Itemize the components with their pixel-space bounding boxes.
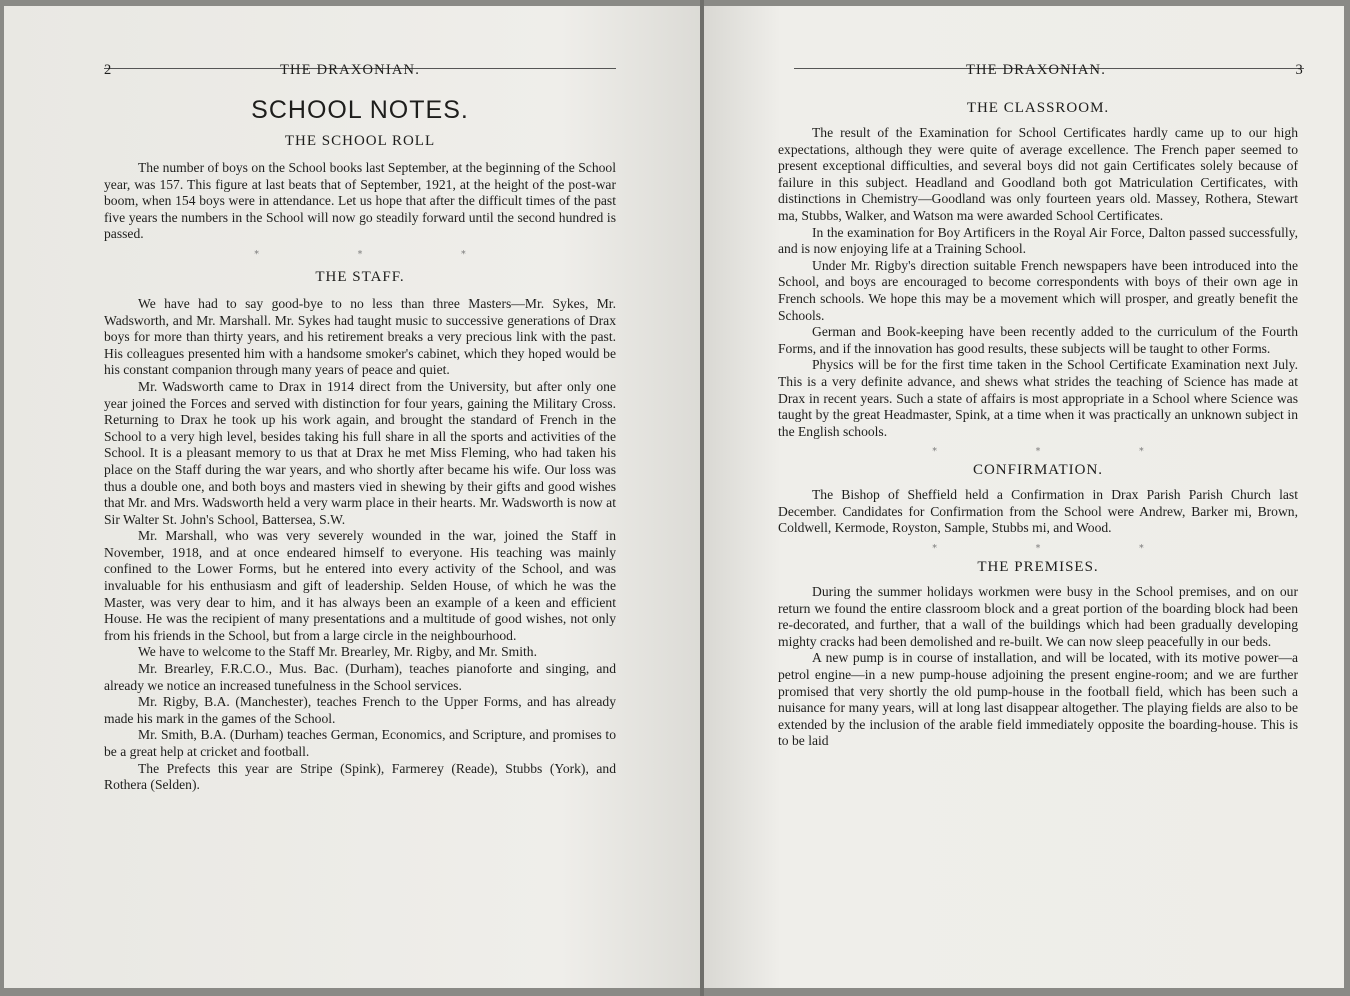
section-title-classroom: THE CLASSROOM.	[966, 100, 1110, 116]
section-separator: * * *	[932, 544, 1192, 555]
paragraph: Mr. Brearley, F.R.C.O., Mus. Bac. (Durham), teaches pianoforte and singing, and already we notice an increased tunefulness in the School services.	[104, 661, 616, 693]
paragraph: German and Book-keeping have been recently added to the curriculum of the Fourth Forms, and if the innovation has good results, these subjects will be taught to other Forms.	[778, 324, 1298, 356]
paragraph: We have to welcome to the Staff Mr. Brearley, Mr. Rigby, and Mr. Smith.	[138, 644, 537, 660]
section-separator: * * *	[932, 447, 1192, 458]
paragraph: The Bishop of Sheffield held a Confirmation in Drax Parish Parish Church last December. Candidates for Confirmation from the School were Andrew, Barker mi, Brown, Coldwell, Kermode, Royston, Sample, Stubbs mi, and Wood.	[778, 487, 1298, 536]
paragraph: We have had to say good-bye to no less than three Masters—Mr. Sykes, Mr. Wadsworth, and Mr. Marshall. Mr. Sykes had taught music to successive generations of Drax boys for more than thirty years, and his retirement breaks a very precious link with the past. His colleagues presented him with a handsome smoker's cabinet, which they hoped would be his constant companion through many years of peace and quiet.	[104, 295, 616, 378]
paragraph: During the summer holidays workmen were busy in the School premises, and on our return we found the entire classroom block and a great portion of the boarding block had been re-decorated, and further, that a wall of the buildings which had been gradually developing mighty cracks had been demolished and re-built. We can now sleep peacefully in our beds.	[778, 584, 1298, 649]
section-title-school-roll: THE SCHOOL ROLL	[284, 133, 436, 149]
paragraph: Mr. Wadsworth came to Drax in 1914 direct from the University, but after only one year joined the Forces and served with distinction for four years, gaining the Military Cross. Returning to Drax he took up his work again, and brought the standard of French in the School to a very high level, besides taking his full share in all the sports and activities of the School. It is a pleasant memory to us that at Drax he met Miss Fleming, who had taken his place on the Staff during the war years, and who shortly after became his wife. Our loss was thus a double one, and both boys and masters vied in shewing by their gifts and good wishes that Mr. and Mrs. Wadsworth held a very warm place in their hearts. Mr. Wadsworth is now at Sir Walter St. John's School, Battersea, S.W.	[104, 378, 616, 527]
right-running-title: THE DRAXONIAN.	[966, 62, 1107, 78]
section-separator: * * *	[254, 249, 514, 260]
paragraph: Under Mr. Rigby's direction suitable French newspapers have been introduced into the School, and boys are encouraged to become correspondents with boys of their own age in French schools. We hope this may be a movement which will prosper, and greatly benefit the Schools.	[778, 257, 1298, 323]
right-running-head	[794, 62, 1304, 78]
paragraph: The Prefects this year are Stripe (Spink), Farmerey (Reade), Stubbs (York), and Rothera (Selden).	[104, 760, 616, 793]
right-page-number: 3	[1295, 62, 1304, 78]
left-page	[4, 6, 700, 988]
paragraph: A new pump is in course of installation, and will be located, with its motive power—a petrol engine—in a new pump-house adjoining the present engine-room; and we are further promised that very shortly the old pump-house in the football field, which has been such a nuisance for many years, will at long last disappear altogether. The playing fields are also to be extended by the inclusion of the arable field immediately opposite the boarding-house. This is to be laid	[778, 650, 1298, 749]
section-title-staff: THE STAFF.	[315, 268, 405, 285]
paragraph: Physics will be for the first time taken in the School Certificate Examination next July. This is a very definite advance, and shews what strides the teaching of Science has made at Drax in recent years. Such a state of affairs is most appropriate in a School where Science was taught by the great Headmaster, Spink, at a time when it was practically an unknown subject in the English schools.	[778, 357, 1298, 439]
page-title: SCHOOL NOTES.	[251, 96, 469, 124]
paragraph: Mr. Marshall, who was very severely wounded in the war, joined the Staff in November, 1918, and at once endeared himself to everyone. His teaching was mainly confined to the Lower Forms, but he entered into every activity of the School, and was invaluable for his enthusiasm and gift of leadership. Selden House, of which he was the Master, was very dear to him, and it has always been an example of a keen and efficient House. He was the recipient of many presentations and a multitude of good wishes, not only from his friends in the School, but from a large circle in the neighbourhood.	[104, 528, 616, 643]
right-column	[778, 96, 1298, 750]
left-page-number: 2	[104, 62, 113, 78]
right-page	[704, 6, 1344, 988]
paragraph: The result of the Examination for School Certificates hardly came up to our high expectations, although they were quite of average excellence. The French paper seemed to present exceptional difficulties, and several boys did not gain Certificates solely because of failure in this subject. Headland and Goodland both got Matriculation Certificates, with distinctions in Chemistry—Goodland was only fourteen years old. Massey, Rothera, Stewart ma, Stubbs, Walker, and Watson ma were awarded School Certificates.	[778, 125, 1298, 223]
left-running-title: THE DRAXONIAN.	[280, 62, 421, 78]
left-column	[104, 96, 616, 794]
section-title-confirmation: CONFIRMATION.	[972, 462, 1104, 479]
left-running-head	[104, 62, 616, 78]
section-title-premises: THE PREMISES.	[977, 559, 1099, 576]
paragraph: Mr. Rigby, B.A. (Manchester), teaches French to the Upper Forms, and has already made his mark in the games of the School.	[104, 694, 616, 726]
paragraph: Mr. Smith, B.A. (Durham) teaches German, Economics, and Scripture, and promises to be a great help at cricket and football.	[104, 727, 616, 759]
paragraph: In the examination for Boy Artificers in the Royal Air Force, Dalton passed successfully, and is now enjoying life at a Training School.	[778, 224, 1298, 257]
paragraph: The number of boys on the School books last September, at the beginning of the School year, was 157. This figure at last beats that of September, 1921, at the height of the post-war boom, when 154 boys were in attendance. Let us hope that after the difficult times of the past five years the numbers in the School will now go steadily forward until the second hundred is passed.	[104, 160, 616, 242]
